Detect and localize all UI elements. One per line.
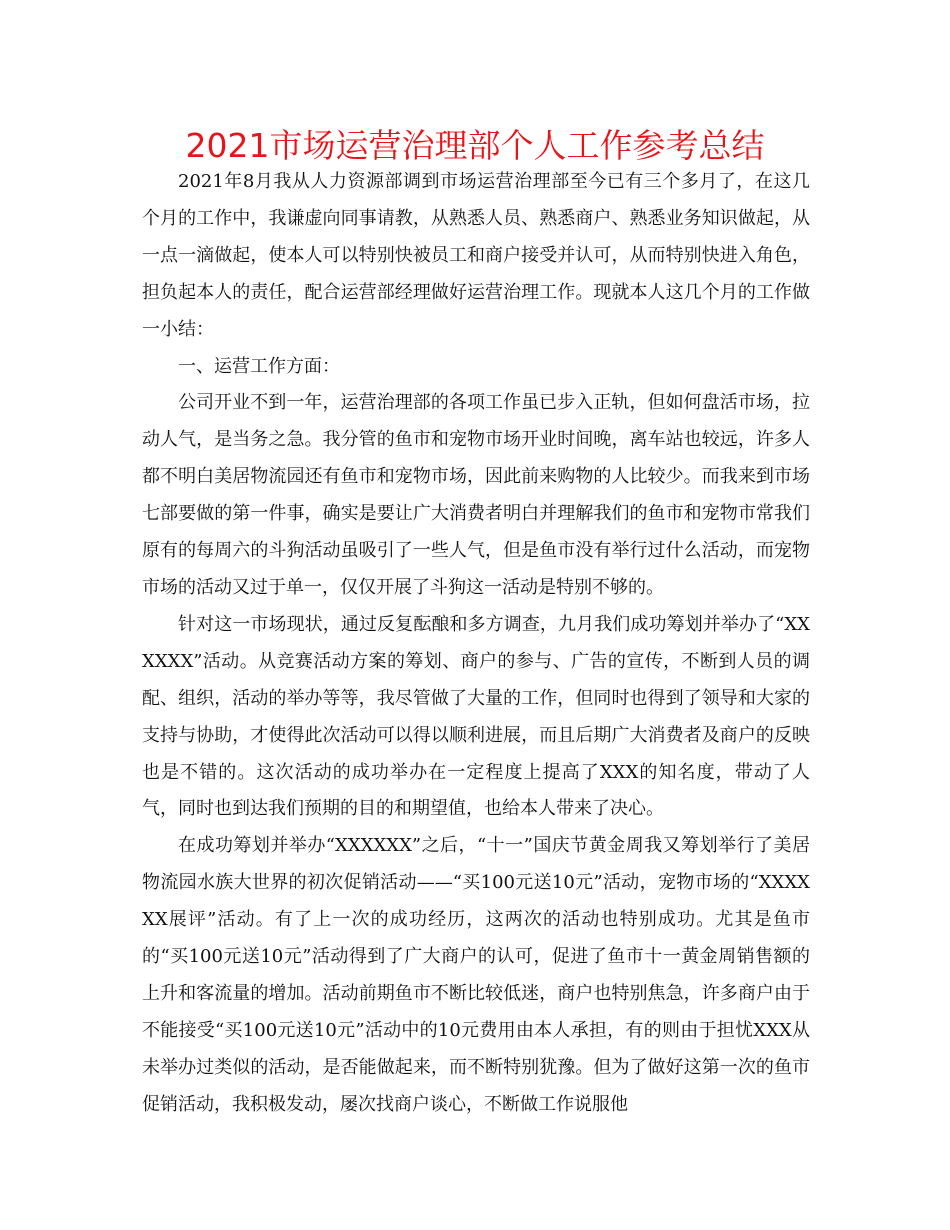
section-heading-operations: 一、运营工作方面： bbox=[178, 355, 340, 377]
paragraph-first-event: 针对这一市场现状，通过反复酝酿和多方调查，九月我们成功筹划并举办了“XXXXXX”活动。从竞赛活动方案的筹划、商户的参与、广告的宣传，不断到人员的调配、组织，活动的举办等等，我尽管做了大量的工作，但同时也得到了领导和大家的支持与协助，才使得此次活动可以得以顺利进展，而且后期广大消费者及商户的反映也是不错的。这次活动的成功举办在一定程度上提高了XXX的知名度，带动了人气，同时也到达我们预期的目的和期望值，也给本人带来了决心。 bbox=[142, 613, 810, 820]
paragraph-market-situation: 公司开业不到一年，运营治理部的各项工作虽已步入正轨，但如何盘活市场，拉动人气，是当务之急。我分管的鱼市和宠物市场开业时间晚，离车站也较远，许多人都不明白美居物流园还有鱼市和宠物市场，因此前来购物的人比较少。而我来到市场七部要做的第一件事，确实是要让广大消费者明白并理解我们的鱼市和宠物市常我们原有的每周六的斗狗活动虽吸引了一些人气，但是鱼市没有举行过什么活动，而宠物市场的活动又过于单一，仅仅开展了斗狗这一活动是特别不够的。 bbox=[142, 392, 810, 598]
paragraph-holiday-promotion: 在成功筹划并举办“XXXXXX”之后，“十一”国庆节黄金周我又筹划举行了美居物流园水族大世界的初次促销活动——“买100元送10元”活动，宠物市场的“XXXXXX展评”活动。有了上一次的成功经历，这两次的活动也特别成功。尤其是鱼市的“买100元送10元”活动得到了广大商户的认可，促进了鱼市十一黄金周销售额的上升和客流量的增加。活动前期鱼市不断比较低迷，商户也特别焦急，许多商户由于不能接受“买100元送10元”活动中的10元费用由本人承担，有的则由于担忧XXX从未举办过类似的活动，是否能做起来，而不断特别犹豫。但为了做好这第一次的鱼市促销活动，我积极发动，屡次找商户谈心，不断做工作说服他 bbox=[142, 835, 810, 1115]
document-title: 2021市场运营治理部个人工作参考总结 bbox=[185, 126, 765, 165]
document-body bbox=[142, 164, 810, 1124]
paragraph-intro: 2021年8月我从人力资源部调到市场运营治理部至今已有三个多月了，在这几个月的工作中，我谦虚向同事请教，从熟悉人员、熟悉商户、熟悉业务知识做起，从一点一滴做起，使本人可以特别快被员工和商户接受并认可，从而特别快进入角色，担负起本人的责任，配合运营部经理做好运营治理工作。现就本人这几个月的工作做一小结： bbox=[142, 171, 810, 340]
